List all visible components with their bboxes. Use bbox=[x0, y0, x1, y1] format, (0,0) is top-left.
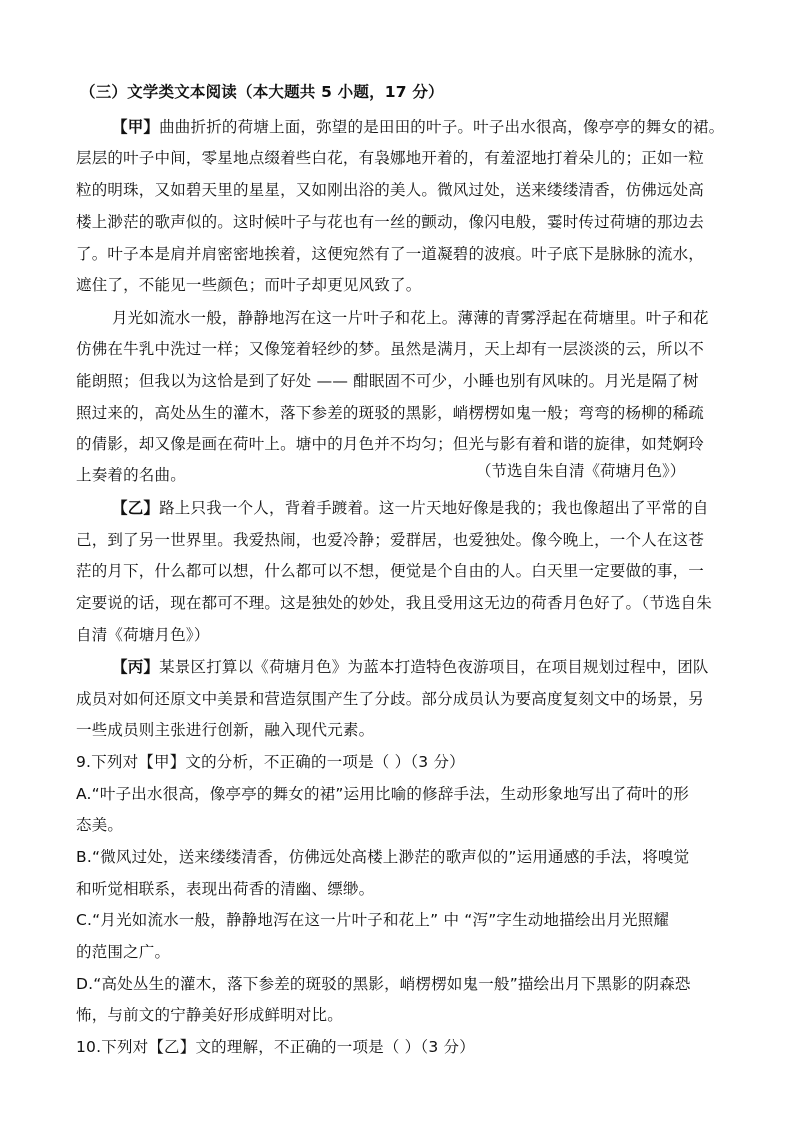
option-a-cont: 态美。 bbox=[76, 816, 124, 834]
passage-yi-line: 茫的月下，什么都可以想，什么都可以不想，便觉是个自由的人。白天里一定要做的事，一 bbox=[76, 562, 705, 580]
passage-jia-line: 【甲】曲曲折折的荷塘上面，弥望的是田田的叶子。叶子出水很高，像亭亭的舞女的裙。 bbox=[112, 117, 725, 136]
option-d: D.“高处丛生的灌木，落下参差的斑驳的黑影，峭楞楞如鬼一般”描绘出月下黑影的阴森恐 bbox=[76, 975, 691, 993]
passage-jia-line: 的倩影，却又像是画在荷叶上。塘中的月色并不均匀；但光与影有着和谐的旋律，如梵婀玲 bbox=[76, 435, 705, 453]
passage-yi-line: 自清《荷塘月色》） bbox=[76, 626, 210, 644]
passage-jia-line: 月光如流水一般，静静地泻在这一片叶子和花上。薄薄的青雾浮起在荷塘里。叶子和花 bbox=[112, 309, 709, 327]
passage-yi-line: 【乙】路上只我一个人，背着手踱着。这一片天地好像是我的；我也像超出了平常的自 bbox=[112, 498, 709, 517]
option-c-cont: 的范围之广。 bbox=[76, 943, 171, 961]
passage-jia-line: 层层的叶子中间，零星地点缀着些白花，有袅娜地开着的，有羞涩地打着朵儿的；正如一粒 bbox=[76, 149, 705, 167]
passage-label-yi: 【乙】 bbox=[112, 498, 160, 517]
passage-jia-line: 上奏着的名曲。 bbox=[76, 466, 186, 484]
question-10-stem: 10.下列对【乙】文的理解，不正确的一项是（ ）（3 分） bbox=[76, 1038, 475, 1056]
passage-yi-line: 定要说的话，现在都可不理。这是独处的妙处，我且受用这无边的荷香月色好了。（节选自朱 bbox=[76, 594, 712, 612]
passage-jia-line: 了。叶子本是肩并肩密密地挨着，这便宛然有了一道凝碧的波痕。叶子底下是脉脉的流水， bbox=[76, 245, 705, 263]
passage-jia-source: （节选自朱自清《荷塘月色》） bbox=[476, 462, 686, 480]
section-title: （三）文学类文本阅读（本大题共 5 小题，17 分） bbox=[80, 83, 444, 101]
passage-bing-line: 【丙】某景区打算以《荷塘月色》为蓝本打造特色夜游项目，在项目规划过程中，团队 bbox=[112, 657, 709, 676]
passage-bing-line: 一些成员则主张进行创新，融入现代元素。 bbox=[76, 721, 375, 739]
passage-jia-line: 照过来的，高处丛生的灌木，落下参差的斑驳的黑影，峭楞楞如鬼一般；弯弯的杨柳的稀疏 bbox=[76, 404, 705, 422]
passage-jia-line: 遮住了，不能见一些颜色；而叶子却更见风致了。 bbox=[76, 276, 422, 294]
option-c: C.“月光如流水一般，静静地泻在这一片叶子和花上” 中 “泻”字生动地描绘出月光照耀 bbox=[76, 911, 670, 929]
option-b-cont: 和听觉相联系，表现出荷香的清幽、缥缈。 bbox=[76, 880, 375, 898]
option-a: A.“叶子出水很高，像亭亭的舞女的裙”运用比喻的修辞手法，生动形象地写出了荷叶的形 bbox=[76, 785, 690, 803]
option-d-cont: 怖，与前文的宁静美好形成鲜明对比。 bbox=[76, 1006, 343, 1024]
passage-jia-line: 楼上渺茫的歌声似的。这时候叶子与花也有一丝的颤动，像闪电般，霎时传过荷塘的那边去 bbox=[76, 213, 705, 231]
passage-label-jia: 【甲】 bbox=[112, 117, 160, 136]
passage-jia-line: 仿佛在牛乳中洗过一样；又像笼着轻纱的梦。虽然是满月，天上却有一层淡淡的云，所以不 bbox=[76, 340, 705, 358]
passage-jia-line: 能朗照；但我以为这恰是到了好处 —— 酣眠固不可少，小睡也别有风味的。月光是隔了树 bbox=[76, 372, 699, 390]
passage-jia-line: 粒的明珠，又如碧天里的星星，又如刚出浴的美人。微风过处，送来缕缕清香，仿佛远处高 bbox=[76, 181, 705, 199]
option-b: B.“微风过处，送来缕缕清香，仿佛远处高楼上渺茫的歌声似的”运用通感的手法，将嗅觉 bbox=[76, 848, 690, 866]
passage-label-bing: 【丙】 bbox=[112, 657, 160, 676]
question-9-stem: 9.下列对【甲】文的分析，不正确的一项是（ ）（3 分） bbox=[76, 753, 465, 771]
passage-bing-line: 成员对如何还原文中美景和营造氛围产生了分歧。部分成员认为要高度复刻文中的场景，另 bbox=[76, 690, 705, 708]
passage-yi-line: 己，到了另一世界里。我爱热闹，也爱冷静；爱群居，也爱独处。像今晚上，一个人在这苍 bbox=[76, 531, 705, 549]
